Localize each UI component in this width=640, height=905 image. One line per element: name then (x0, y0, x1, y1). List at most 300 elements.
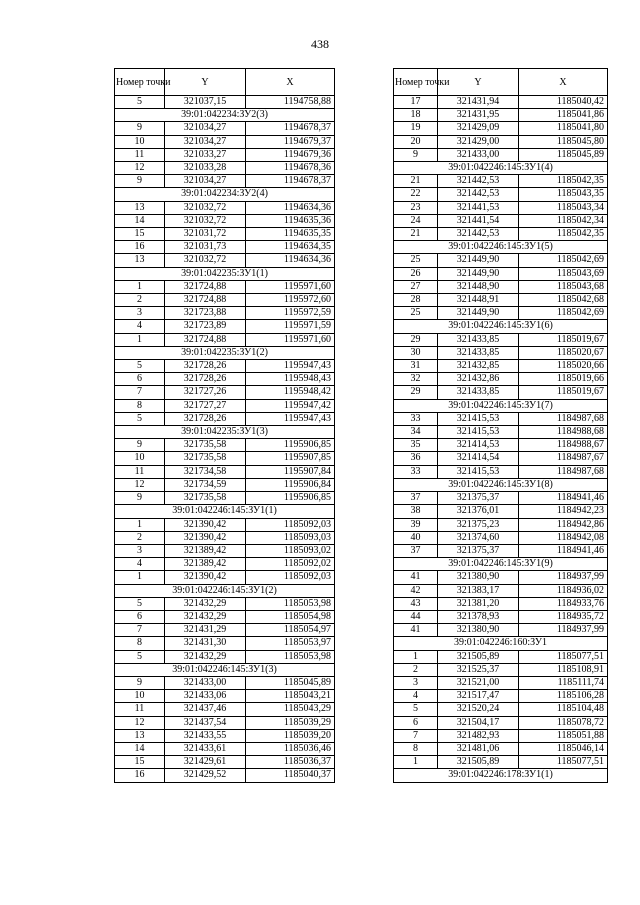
point-number-cell: 5 (115, 96, 165, 109)
point-number-cell: 6 (394, 716, 438, 729)
table-row (394, 109, 608, 122)
y-coordinate-cell: 321505,89 (438, 650, 519, 663)
table-row (115, 531, 335, 544)
y-coordinate-cell: 321504,17 (438, 716, 519, 729)
table-row (394, 360, 608, 373)
x-coordinate-cell: 1194679,37 (246, 135, 335, 148)
section-label: 39:01:042246:178:ЗУ1(1) (394, 769, 608, 782)
table-row (115, 333, 335, 346)
y-coordinate-cell: 321432,86 (438, 373, 519, 386)
point-number-cell: 12 (115, 716, 165, 729)
table-row (394, 96, 608, 109)
y-coordinate-cell: 321415,53 (438, 426, 519, 439)
table-row (394, 531, 608, 544)
table-row (394, 690, 608, 703)
y-coordinate-cell: 321441,54 (438, 214, 519, 227)
point-number-cell: 4 (115, 320, 165, 333)
x-coordinate-cell: 1185043,21 (246, 690, 335, 703)
table-row (394, 148, 608, 161)
point-number-cell: 9 (394, 148, 438, 161)
x-coordinate-cell: 1195906,85 (246, 439, 335, 452)
x-coordinate-cell: 1195948,43 (246, 373, 335, 386)
x-coordinate-cell: 1185042,35 (519, 228, 608, 241)
section-label: 39:01:042234:ЗУ2(4) (115, 188, 335, 201)
table-row (115, 571, 335, 584)
y-coordinate-cell: 321728,26 (165, 360, 246, 373)
x-coordinate-cell: 1195907,84 (246, 465, 335, 478)
section-label: 39:01:042246:145:ЗУ1(4) (394, 162, 608, 175)
y-coordinate-cell: 321375,37 (438, 492, 519, 505)
y-coordinate-cell: 321032,72 (165, 201, 246, 214)
table-header-row (115, 69, 335, 96)
x-coordinate-cell: 1194635,35 (246, 228, 335, 241)
x-coordinate-cell: 1185043,34 (519, 201, 608, 214)
point-number-cell: 33 (394, 412, 438, 425)
table-row (394, 373, 608, 386)
x-coordinate-cell: 1194758,88 (246, 96, 335, 109)
y-coordinate-cell: 321415,53 (438, 412, 519, 425)
point-number-cell: 38 (394, 505, 438, 518)
point-number-cell: 1 (115, 518, 165, 531)
x-coordinate-cell: 1185039,20 (246, 729, 335, 742)
section-label: 39:01:042246:145:ЗУ1(1) (115, 505, 335, 518)
point-number-cell: 8 (394, 742, 438, 755)
y-coordinate-cell: 321482,93 (438, 729, 519, 742)
table-row (394, 346, 608, 359)
page-number: 438 (311, 37, 329, 51)
header-x: X (519, 69, 608, 96)
table-row (394, 663, 608, 676)
x-coordinate-cell: 1185106,28 (519, 690, 608, 703)
x-coordinate-cell: 1184942,86 (519, 518, 608, 531)
x-coordinate-cell: 1185019,67 (519, 333, 608, 346)
table-row (394, 452, 608, 465)
point-number-cell: 14 (115, 742, 165, 755)
point-number-cell: 33 (394, 465, 438, 478)
table-row (394, 122, 608, 135)
section-label: 39:01:042246:145:ЗУ1(9) (394, 558, 608, 571)
y-coordinate-cell: 321375,37 (438, 544, 519, 557)
point-number-cell: 5 (115, 412, 165, 425)
section-row (394, 769, 608, 782)
x-coordinate-cell: 1185019,67 (519, 386, 608, 399)
y-coordinate-cell: 321429,09 (438, 122, 519, 135)
point-number-cell: 21 (394, 228, 438, 241)
y-coordinate-cell: 321723,88 (165, 307, 246, 320)
header-point-number: Номер точки (394, 69, 438, 96)
table-row (115, 175, 335, 188)
x-coordinate-cell: 1185045,89 (519, 148, 608, 161)
point-number-cell: 14 (115, 214, 165, 227)
table-row (394, 386, 608, 399)
point-number-cell: 2 (115, 294, 165, 307)
y-coordinate-cell: 321378,93 (438, 610, 519, 623)
point-number-cell: 42 (394, 584, 438, 597)
table-row (394, 333, 608, 346)
point-number-cell: 15 (115, 756, 165, 769)
x-coordinate-cell: 1184942,23 (519, 505, 608, 518)
y-coordinate-cell: 321390,42 (165, 571, 246, 584)
table-row (115, 399, 335, 412)
table-row (115, 373, 335, 386)
x-coordinate-cell: 1185108,91 (519, 663, 608, 676)
x-coordinate-cell: 1185092,03 (246, 571, 335, 584)
point-number-cell: 2 (394, 663, 438, 676)
table-row (115, 280, 335, 293)
y-coordinate-cell: 321414,54 (438, 452, 519, 465)
point-number-cell: 21 (394, 175, 438, 188)
table-row (394, 716, 608, 729)
y-coordinate-cell: 321433,85 (438, 346, 519, 359)
y-coordinate-cell: 321433,61 (165, 742, 246, 755)
table-row (115, 558, 335, 571)
point-number-cell: 5 (394, 703, 438, 716)
point-number-cell: 26 (394, 267, 438, 280)
x-coordinate-cell: 1194634,35 (246, 241, 335, 254)
x-coordinate-cell: 1185078,72 (519, 716, 608, 729)
table-row (394, 610, 608, 623)
point-number-cell: 30 (394, 346, 438, 359)
y-coordinate-cell: 321390,42 (165, 518, 246, 531)
y-coordinate-cell: 321380,90 (438, 624, 519, 637)
table-row (394, 201, 608, 214)
table-row (394, 465, 608, 478)
table-row (394, 228, 608, 241)
point-number-cell: 27 (394, 280, 438, 293)
point-number-cell: 1 (115, 280, 165, 293)
table-row (115, 439, 335, 452)
section-row (115, 584, 335, 597)
section-row (115, 109, 335, 122)
y-coordinate-cell: 321032,72 (165, 254, 246, 267)
x-coordinate-cell: 1184941,46 (519, 492, 608, 505)
table-row (115, 703, 335, 716)
x-coordinate-cell: 1184936,02 (519, 584, 608, 597)
point-number-cell: 12 (115, 162, 165, 175)
point-number-cell: 16 (115, 769, 165, 782)
coordinates-table-left (114, 68, 335, 783)
x-coordinate-cell: 1185019,66 (519, 373, 608, 386)
y-coordinate-cell: 321442,53 (438, 188, 519, 201)
point-number-cell: 31 (394, 360, 438, 373)
x-coordinate-cell: 1185045,80 (519, 135, 608, 148)
y-coordinate-cell: 321037,15 (165, 96, 246, 109)
y-coordinate-cell: 321375,23 (438, 518, 519, 531)
y-coordinate-cell: 321448,90 (438, 280, 519, 293)
section-label: 39:01:042246:145:ЗУ1(5) (394, 241, 608, 254)
point-number-cell: 6 (115, 373, 165, 386)
table-row (394, 492, 608, 505)
y-coordinate-cell: 321389,42 (165, 544, 246, 557)
table-row (115, 650, 335, 663)
table-row (115, 676, 335, 689)
x-coordinate-cell: 1194678,37 (246, 122, 335, 135)
y-coordinate-cell: 321449,90 (438, 267, 519, 280)
point-number-cell: 12 (115, 478, 165, 491)
table-row (115, 122, 335, 135)
table-row (115, 452, 335, 465)
table-header-row (394, 69, 608, 96)
table-row (394, 624, 608, 637)
y-coordinate-cell: 321433,00 (165, 676, 246, 689)
x-coordinate-cell: 1185043,69 (519, 267, 608, 280)
point-number-cell: 4 (394, 690, 438, 703)
section-label: 39:01:042235:ЗУ1(3) (115, 426, 335, 439)
point-number-cell: 1 (115, 571, 165, 584)
y-coordinate-cell: 321034,27 (165, 122, 246, 135)
y-coordinate-cell: 321442,53 (438, 175, 519, 188)
section-label: 39:01:042235:ЗУ1(1) (115, 267, 335, 280)
point-number-cell: 39 (394, 518, 438, 531)
point-number-cell: 8 (115, 637, 165, 650)
y-coordinate-cell: 321432,29 (165, 610, 246, 623)
x-coordinate-cell: 1185054,97 (246, 624, 335, 637)
header-y: Y (165, 69, 246, 96)
table-row (115, 465, 335, 478)
section-label: 39:01:042246:145:ЗУ1(8) (394, 478, 608, 491)
x-coordinate-cell: 1195947,42 (246, 399, 335, 412)
x-coordinate-cell: 1185042,69 (519, 254, 608, 267)
table-row (115, 241, 335, 254)
point-number-cell: 2 (115, 531, 165, 544)
table-row (394, 426, 608, 439)
point-number-cell: 5 (115, 597, 165, 610)
y-coordinate-cell: 321481,06 (438, 742, 519, 755)
x-coordinate-cell: 1185054,98 (246, 610, 335, 623)
point-number-cell: 6 (115, 610, 165, 623)
table-row (394, 175, 608, 188)
y-coordinate-cell: 321431,29 (165, 624, 246, 637)
x-coordinate-cell: 1185020,66 (519, 360, 608, 373)
x-coordinate-cell: 1185036,46 (246, 742, 335, 755)
y-coordinate-cell: 321432,29 (165, 597, 246, 610)
table-row (115, 690, 335, 703)
point-number-cell: 3 (115, 544, 165, 557)
point-number-cell: 41 (394, 624, 438, 637)
point-number-cell: 9 (115, 676, 165, 689)
table-row (115, 610, 335, 623)
y-coordinate-cell: 321441,53 (438, 201, 519, 214)
x-coordinate-cell: 1184987,68 (519, 465, 608, 478)
x-coordinate-cell: 1185077,51 (519, 756, 608, 769)
y-coordinate-cell: 321433,85 (438, 386, 519, 399)
x-coordinate-cell: 1185092,02 (246, 558, 335, 571)
y-coordinate-cell: 321033,28 (165, 162, 246, 175)
point-number-cell: 15 (115, 228, 165, 241)
table-row (394, 571, 608, 584)
y-coordinate-cell: 321031,73 (165, 241, 246, 254)
x-coordinate-cell: 1195948,42 (246, 386, 335, 399)
table-row (394, 412, 608, 425)
y-coordinate-cell: 321724,88 (165, 333, 246, 346)
point-number-cell: 32 (394, 373, 438, 386)
y-coordinate-cell: 321390,42 (165, 531, 246, 544)
table-row (115, 254, 335, 267)
x-coordinate-cell: 1194635,36 (246, 214, 335, 227)
x-coordinate-cell: 1185053,97 (246, 637, 335, 650)
y-coordinate-cell: 321374,60 (438, 531, 519, 544)
x-coordinate-cell: 1185041,80 (519, 122, 608, 135)
point-number-cell: 29 (394, 333, 438, 346)
table-row (394, 518, 608, 531)
x-coordinate-cell: 1195906,85 (246, 492, 335, 505)
x-coordinate-cell: 1184933,76 (519, 597, 608, 610)
y-coordinate-cell: 321525,37 (438, 663, 519, 676)
y-coordinate-cell: 321033,27 (165, 148, 246, 161)
section-row (115, 663, 335, 676)
y-coordinate-cell: 321735,58 (165, 452, 246, 465)
table-row (115, 769, 335, 782)
table-row (115, 228, 335, 241)
table-row (394, 756, 608, 769)
x-coordinate-cell: 1185104,48 (519, 703, 608, 716)
table-row (115, 148, 335, 161)
point-number-cell: 4 (115, 558, 165, 571)
point-number-cell: 5 (115, 650, 165, 663)
y-coordinate-cell: 321449,90 (438, 254, 519, 267)
section-label: 39:01:042235:ЗУ1(2) (115, 346, 335, 359)
x-coordinate-cell: 1185051,88 (519, 729, 608, 742)
point-number-cell: 16 (115, 241, 165, 254)
y-coordinate-cell: 321429,61 (165, 756, 246, 769)
x-coordinate-cell: 1185042,34 (519, 214, 608, 227)
x-coordinate-cell: 1185040,37 (246, 769, 335, 782)
x-coordinate-cell: 1195906,84 (246, 478, 335, 491)
y-coordinate-cell: 321735,58 (165, 492, 246, 505)
y-coordinate-cell: 321380,90 (438, 571, 519, 584)
table-row (394, 307, 608, 320)
table-row (115, 162, 335, 175)
x-coordinate-cell: 1194634,36 (246, 254, 335, 267)
table-row (115, 729, 335, 742)
point-number-cell: 18 (394, 109, 438, 122)
table-row (394, 729, 608, 742)
x-coordinate-cell: 1185092,03 (246, 518, 335, 531)
table-row (115, 96, 335, 109)
table-row (115, 478, 335, 491)
x-coordinate-cell: 1185042,68 (519, 294, 608, 307)
y-coordinate-cell: 321437,54 (165, 716, 246, 729)
section-row (394, 162, 608, 175)
section-row (115, 346, 335, 359)
table-row (115, 320, 335, 333)
point-number-cell: 43 (394, 597, 438, 610)
point-number-cell: 13 (115, 254, 165, 267)
table-row (115, 135, 335, 148)
y-coordinate-cell: 321432,29 (165, 650, 246, 663)
y-coordinate-cell: 321724,88 (165, 280, 246, 293)
table-row (394, 676, 608, 689)
table-row (394, 280, 608, 293)
point-number-cell: 9 (115, 175, 165, 188)
y-coordinate-cell: 321728,26 (165, 412, 246, 425)
point-number-cell: 36 (394, 452, 438, 465)
y-coordinate-cell: 321433,55 (165, 729, 246, 742)
section-row (115, 505, 335, 518)
table-row (394, 254, 608, 267)
y-coordinate-cell: 321432,85 (438, 360, 519, 373)
y-coordinate-cell: 321723,89 (165, 320, 246, 333)
point-number-cell: 3 (394, 676, 438, 689)
point-number-cell: 25 (394, 307, 438, 320)
point-number-cell: 11 (115, 465, 165, 478)
point-number-cell: 1 (394, 650, 438, 663)
point-number-cell: 19 (394, 122, 438, 135)
y-coordinate-cell: 321727,27 (165, 399, 246, 412)
point-number-cell: 8 (115, 399, 165, 412)
x-coordinate-cell: 1185042,35 (519, 175, 608, 188)
y-coordinate-cell: 321448,91 (438, 294, 519, 307)
section-row (394, 399, 608, 412)
point-number-cell: 40 (394, 531, 438, 544)
table-body-right (394, 96, 608, 783)
y-coordinate-cell: 321433,85 (438, 333, 519, 346)
y-coordinate-cell: 321727,26 (165, 386, 246, 399)
section-row (115, 267, 335, 280)
x-coordinate-cell: 1195971,59 (246, 320, 335, 333)
point-number-cell: 10 (115, 135, 165, 148)
y-coordinate-cell: 321431,30 (165, 637, 246, 650)
y-coordinate-cell: 321433,06 (165, 690, 246, 703)
point-number-cell: 41 (394, 571, 438, 584)
x-coordinate-cell: 1184987,68 (519, 412, 608, 425)
y-coordinate-cell: 321032,72 (165, 214, 246, 227)
table-row (394, 650, 608, 663)
section-row (394, 320, 608, 333)
y-coordinate-cell: 321449,90 (438, 307, 519, 320)
point-number-cell: 13 (115, 201, 165, 214)
table-row (115, 597, 335, 610)
header-point-number: Номер точки (115, 69, 165, 96)
point-number-cell: 13 (115, 729, 165, 742)
y-coordinate-cell: 321734,59 (165, 478, 246, 491)
x-coordinate-cell: 1185040,42 (519, 96, 608, 109)
x-coordinate-cell: 1195971,60 (246, 280, 335, 293)
point-number-cell: 34 (394, 426, 438, 439)
section-row (394, 637, 608, 650)
point-number-cell: 1 (115, 333, 165, 346)
table-row (115, 756, 335, 769)
point-number-cell: 5 (115, 360, 165, 373)
section-label: 39:01:042246:145:ЗУ1(3) (115, 663, 335, 676)
x-coordinate-cell: 1195971,60 (246, 333, 335, 346)
x-coordinate-cell: 1184988,67 (519, 439, 608, 452)
x-coordinate-cell: 1185042,69 (519, 307, 608, 320)
section-label: 39:01:042246:160:ЗУ1 (394, 637, 608, 650)
table-row (115, 214, 335, 227)
x-coordinate-cell: 1194678,37 (246, 175, 335, 188)
table-row (394, 267, 608, 280)
x-coordinate-cell: 1185053,98 (246, 650, 335, 663)
table-row (394, 214, 608, 227)
point-number-cell: 11 (115, 148, 165, 161)
table-row (394, 135, 608, 148)
table-row (394, 584, 608, 597)
point-number-cell: 11 (115, 703, 165, 716)
point-number-cell: 24 (394, 214, 438, 227)
y-coordinate-cell: 321437,46 (165, 703, 246, 716)
y-coordinate-cell: 321389,42 (165, 558, 246, 571)
section-label: 39:01:042246:145:ЗУ1(7) (394, 399, 608, 412)
y-coordinate-cell: 321429,52 (165, 769, 246, 782)
y-coordinate-cell: 321735,58 (165, 439, 246, 452)
y-coordinate-cell: 321431,94 (438, 96, 519, 109)
y-coordinate-cell: 321414,53 (438, 439, 519, 452)
x-coordinate-cell: 1184941,46 (519, 544, 608, 557)
y-coordinate-cell: 321517,47 (438, 690, 519, 703)
x-coordinate-cell: 1184988,68 (519, 426, 608, 439)
x-coordinate-cell: 1194678,36 (246, 162, 335, 175)
